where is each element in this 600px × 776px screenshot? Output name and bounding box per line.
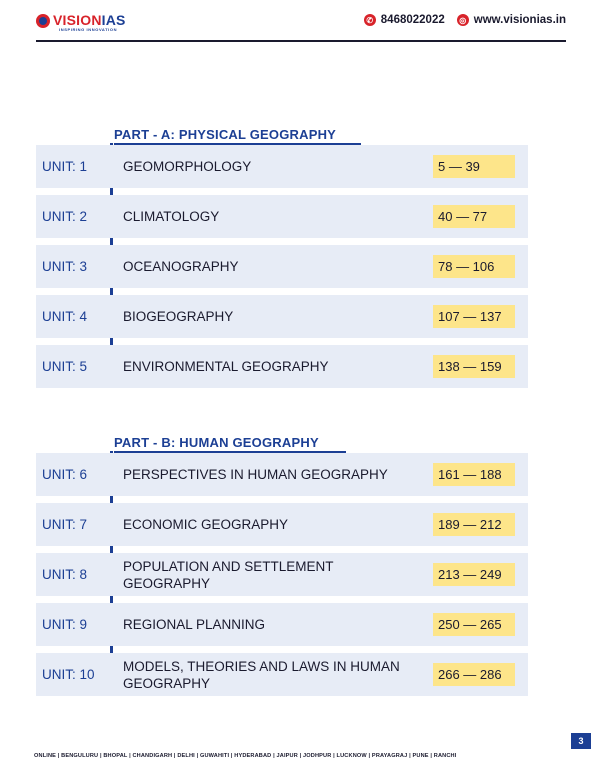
unit-number: UNIT: 3 [42, 259, 88, 274]
unit-row[interactable] [36, 553, 528, 596]
unit-number: UNIT: 2 [42, 209, 88, 224]
phone-icon: ✆ [364, 14, 376, 26]
unit-number: UNIT: 7 [42, 517, 88, 532]
unit-row[interactable] [36, 345, 528, 388]
website-link[interactable]: www.visionias.in [473, 14, 566, 26]
unit-page-range: 189 — 212 [433, 513, 515, 536]
page-number: 3 [571, 733, 591, 749]
unit-row[interactable] [36, 503, 528, 546]
unit-row[interactable] [36, 195, 528, 238]
logo-tagline: INSPIRING INNOVATION [59, 27, 118, 32]
page-header [0, 0, 600, 42]
unit-title: CLIMATOLOGY [123, 209, 220, 224]
unit-number: UNIT: 1 [42, 159, 88, 174]
visionias-logo[interactable] [36, 13, 126, 32]
unit-title: ECONOMIC GEOGRAPHY [123, 517, 289, 532]
unit-number: UNIT: 10 [42, 667, 95, 682]
unit-title: POPULATION AND SETTLEMENT GEOGRAPHY [123, 558, 334, 591]
unit-page-range: 213 — 249 [433, 563, 515, 586]
unit-number: UNIT: 8 [42, 567, 88, 582]
unit-title: ENVIRONMENTAL GEOGRAPHY [123, 359, 329, 374]
unit-title: GEOMORPHOLOGY [123, 159, 252, 174]
unit-title: PERSPECTIVES IN HUMAN GEOGRAPHY [123, 467, 388, 482]
unit-title: OCEANOGRAPHY [123, 259, 239, 274]
logo-globe-icon [36, 14, 50, 28]
unit-title: MODELS, THEORIES AND LAWS IN HUMAN GEOGRAPHY [123, 658, 400, 691]
unit-row[interactable] [36, 653, 528, 696]
unit-row[interactable] [36, 453, 528, 496]
part-b-title: PART - B: HUMAN GEOGRAPHY [114, 435, 319, 450]
unit-page-range: 250 — 265 [433, 613, 515, 636]
unit-title: REGIONAL PLANNING [123, 617, 266, 632]
unit-page-range: 266 — 286 [433, 663, 515, 686]
part-a-title: PART - A: PHYSICAL GEOGRAPHY [114, 127, 337, 142]
unit-page-range: 138 — 159 [433, 355, 515, 378]
footer-cities: ONLINE | BENGULURU | BHOPAL | CHANDIGARH | DELHI | GUWAHITI | HYDERABAD | JAIPUR | JODHPUR | LUCKNOW | PRAYAGRAJ | PUNE | RANCHI [34, 753, 457, 759]
part-b-unit-list [36, 453, 528, 703]
header-divider [36, 40, 566, 42]
unit-page-range: 78 — 106 [433, 255, 515, 278]
contact-info [364, 14, 566, 26]
part-a-unit-list [36, 145, 528, 395]
unit-title: BIOGEOGRAPHY [123, 309, 234, 324]
unit-page-range: 107 — 137 [433, 305, 515, 328]
unit-row[interactable] [36, 295, 528, 338]
unit-number: UNIT: 6 [42, 467, 88, 482]
unit-number: UNIT: 5 [42, 359, 88, 374]
unit-page-range: 5 — 39 [433, 155, 515, 178]
logo-name-ias: IAS [101, 12, 126, 28]
phone-number[interactable]: 8468022022 [380, 14, 445, 26]
unit-page-range: 161 — 188 [433, 463, 515, 486]
unit-row[interactable] [36, 603, 528, 646]
logo-name-vision: VISION [53, 12, 102, 28]
web-icon: ◎ [457, 14, 469, 26]
unit-page-range: 40 — 77 [433, 205, 515, 228]
unit-row[interactable] [36, 245, 528, 288]
unit-number: UNIT: 9 [42, 617, 88, 632]
unit-number: UNIT: 4 [42, 309, 88, 324]
unit-row[interactable] [36, 145, 528, 188]
